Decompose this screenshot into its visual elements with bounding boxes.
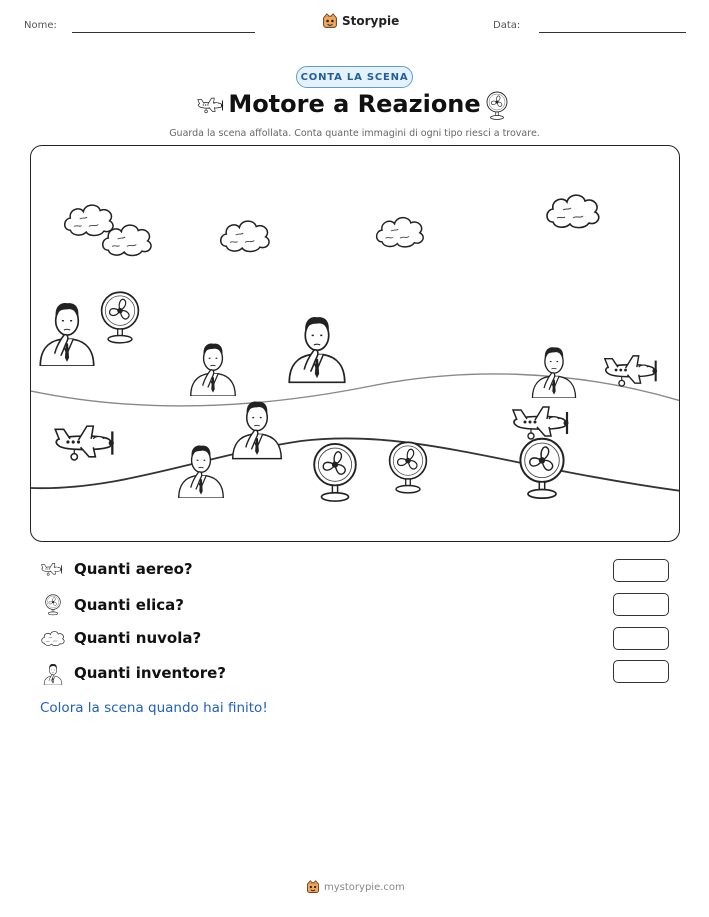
inventor-illustration: [179, 446, 224, 498]
activity-badge: CONTA LA SCENA: [296, 66, 413, 88]
brand-logo: [322, 13, 399, 29]
storypie-mascot-icon: [322, 13, 338, 29]
question-clouds: [40, 628, 201, 648]
inventor-illustration: [233, 402, 282, 459]
inventor-illustration: [191, 344, 236, 396]
cloud-illustration: [377, 218, 424, 247]
fan-illustration: [102, 292, 139, 343]
counting-scene: [30, 145, 680, 542]
question-inventors: [40, 661, 226, 685]
name-label: Nome:: [24, 20, 57, 31]
footer-url[interactable]: mystorypie.com: [324, 881, 405, 893]
airplane-icon: [40, 561, 66, 577]
inventor-illustration: [40, 303, 93, 366]
page-title: Motore a Reazione: [228, 90, 481, 118]
cloud-illustration: [65, 205, 113, 235]
question-text: Quanti nuvola?: [74, 629, 202, 647]
question-text: Quanti aereo?: [74, 560, 193, 578]
storypie-mascot-icon: [306, 880, 320, 894]
airplane-illustration: [513, 407, 569, 439]
airplane-illustration: [605, 356, 657, 386]
brand-name: Storypie: [342, 14, 400, 28]
date-line[interactable]: [539, 32, 686, 33]
question-fans: [40, 594, 184, 616]
question-airplanes: [40, 560, 193, 578]
answer-box-fans[interactable]: [613, 593, 669, 616]
fan-illustration: [314, 444, 356, 501]
airplane-illustration: [55, 426, 114, 460]
question-text: Quanti inventore?: [74, 664, 226, 682]
answer-box-clouds[interactable]: [613, 627, 669, 650]
name-line[interactable]: [72, 32, 255, 33]
instructions: Guarda la scena affollata. Conta quante immagini di ogni tipo riesci a trovare.: [169, 128, 540, 139]
fan-illustration: [520, 439, 563, 498]
inventor-illustration: [532, 347, 575, 398]
cloud-illustration: [547, 195, 599, 228]
inventor-icon: [40, 661, 66, 685]
cloud-illustration: [221, 221, 269, 251]
cloud-icon: [40, 628, 66, 648]
fan-illustration: [390, 442, 427, 493]
answer-box-airplanes[interactable]: [613, 559, 669, 582]
fan-icon: [40, 594, 66, 616]
scene-drawing: [31, 146, 680, 542]
inventor-illustration: [289, 317, 344, 382]
coloring-note: Colora la scena quando hai finito!: [40, 700, 268, 716]
date-label: Data:: [493, 20, 521, 31]
footer: [306, 880, 405, 894]
answer-box-inventors[interactable]: [613, 660, 669, 683]
question-text: Quanti elica?: [74, 596, 184, 614]
fan-title-icon: [484, 91, 510, 121]
